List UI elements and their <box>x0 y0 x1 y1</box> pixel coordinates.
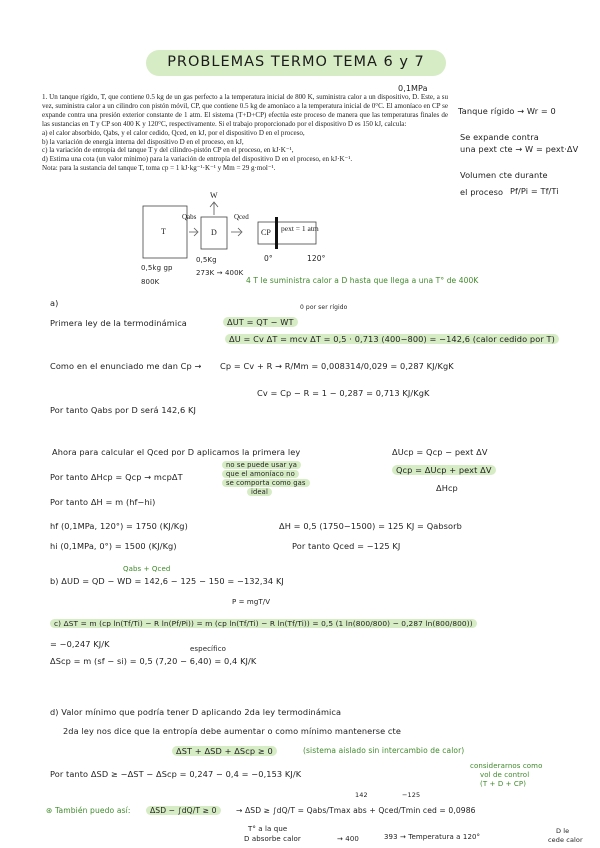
label-tank: T <box>161 227 166 236</box>
label-qabs: Qabs <box>182 213 197 221</box>
alt-bottom-4: 393 → Temperatura a 120° <box>384 833 481 841</box>
alt-bottom-3: → 400 <box>337 835 359 843</box>
alt-bottom-2: D absorbe calor <box>244 835 301 843</box>
a-qabs: Por tanto Qabs por D será 142,6 KJ <box>50 405 196 415</box>
label-cylinder: CP <box>261 228 271 237</box>
d-control-note-1: considerarnos como <box>470 762 543 770</box>
problem-part-b: b) la variación de energía interna del dispositivo D en el proceso, en kJ, <box>42 137 244 146</box>
label-pext: pext = 1 atm <box>281 224 319 233</box>
alt-top-qabs: 142 <box>355 791 368 799</box>
a-dh: Por tanto ΔH = m (hf−hi) <box>50 497 156 507</box>
note-volume-3: Pf/Pi = Tf/Ti <box>510 186 559 196</box>
b-internal-energy: b) ΔUD = QD − WD = 142,6 − 125 − 150 = −132,34 KJ <box>50 576 284 586</box>
d-inequality: ΔST + ΔSD + ΔScp ≥ 0 <box>172 746 277 756</box>
note-supply: 4 T le suministra calor a D hasta que llega a una T° de 400K <box>246 276 479 285</box>
c-tank-result: = −0,247 KJ/K <box>50 639 110 649</box>
alt-bottom-5: D le <box>556 827 570 835</box>
a-qced-intro: Ahora para calcular el Qced por D aplicamos la primera ley <box>52 447 301 457</box>
arrow-w <box>210 202 218 215</box>
pressure-note: 0,1MPa <box>398 84 428 93</box>
d-isolated-note: (sistema aislado sin intercambio de calor) <box>303 746 465 755</box>
label-qced: Qced <box>234 213 249 221</box>
d-intro: d) Valor mínimo que podría tener D aplicando 2da ley termodinámica <box>50 707 342 717</box>
a-nh3-note-1: no se puede usar ya <box>222 461 301 469</box>
tank-mass: 0,5kg gp <box>141 264 173 272</box>
a-rigid-note: 0 por ser rígido <box>300 304 348 311</box>
c-cp-entropy: ΔScp = m (sf − si) = 0,5 (7,20 − 6,40) = 0,4 KJ/K <box>50 656 257 666</box>
d-result: Por tanto ΔSD ≥ −ΔST − ΔScp = 0,247 − 0,4 = −0,153 KJ/K <box>50 769 302 779</box>
a-nh3-note-4: ideal <box>247 488 272 496</box>
label-work: W <box>210 191 218 200</box>
alt-top-qced: −125 <box>402 791 421 799</box>
problem-intro: 1. Un tanque rígido, T, que contiene 0.5 kg de un gas perfecto a la temperatura inicial de 800 K, suministra calor a un dispositivo, D. Este, a su vez, suministra calor a un cilindro con pistón móvil, CP, que contiene 0.5 kg de amoníaco a la temperatura inicial de 0°C. El amoníaco en CP se expande contra una presión exterior constante de 1 atm. El sistema (T+D+CP) efectúa este proceso de manera que las temperaturas finales de las sustancias en T y CP son 400 K y 120°C, respectivamente. Si el trabajo proporcionado por el dispositivo D es 150 kJ, calcula: <box>42 93 448 128</box>
a-nh3-note-3: se comporta como gas <box>222 479 310 487</box>
a-first-law: Primera ley de la termodinámica <box>50 318 187 328</box>
note-volume-1: Volumen cte durante <box>460 170 548 180</box>
a-qced-result: Por tanto Qced = −125 KJ <box>292 541 401 551</box>
a-cp-eq: Cp = Cv + R → R/Mm = 0,008314/0,029 = 0,287 KJ/KgK <box>220 361 454 371</box>
a-hf: hf (0,1MPa, 120°) = 1750 (KJ/Kg) <box>50 521 188 531</box>
d-second-law: 2da ley nos dice que la entropía debe aumentar o como mínimo mantenerse cte <box>63 726 401 736</box>
part-a-label: a) <box>50 298 59 308</box>
a-qcp: Qcp = ΔUcp + pext ΔV <box>392 465 496 475</box>
c-specific-note: específico <box>190 645 227 653</box>
tank-temp: 800K <box>141 278 160 286</box>
c-tank-entropy: c) ΔST = m (cp ln(Tf/Ti) − R ln(Pf/Pi)) = m (cp ln(Tf/Ti) − R ln(Tf/Ti)) = 0,5 (1 ln(800/800) − 0,287 ln(800/800)) <box>50 619 477 628</box>
piston <box>275 217 278 249</box>
d-control-note-2: vol de control <box>480 771 530 779</box>
arrow-qced <box>231 228 242 236</box>
cp-final-temp: 120° <box>307 254 326 263</box>
d-control-note-3: (T + D + CP) <box>480 780 527 788</box>
problem-part-d: d) Estima una cota (un valor mínimo) para la variación de entropía del dispositivo D en el proceso, en kJ·K⁻¹. <box>42 155 353 164</box>
alt-bottom-1: T° a la que <box>248 825 288 833</box>
a-qcp-sub: ΔHcp <box>436 483 458 493</box>
alt-integral: → ΔSD ≥ ∫dQ/T = Qabs/Tmax abs + Qced/Tmin ced = 0,0986 <box>236 806 476 815</box>
page-title: PROBLEMAS TERMO TEMA 6 y 7 <box>167 54 425 70</box>
c-pressure-note: P = mgT/V <box>232 598 271 606</box>
cp-initial-temp: 0° <box>264 254 273 263</box>
a-nh3-note-2: que el amoníaco no <box>222 470 299 478</box>
note-volume-2: el proceso <box>460 187 504 197</box>
label-device: D <box>211 228 217 237</box>
a-dhcp: Por tanto ΔHcp = Qcp → mcpΔT <box>50 472 183 482</box>
alt-inequality: ΔSD − ∫dQ/T ≥ 0 <box>146 806 221 815</box>
note-expand-1: Se expande contra <box>460 132 539 142</box>
device-mass: 0,5Kg <box>196 256 217 264</box>
note-rigid-tank: Tanque rígido → Wr = 0 <box>458 106 556 116</box>
alt-intro: ⊛ También puedo así: <box>46 806 131 815</box>
note-expand-2: una pext cte → W = pext·ΔV <box>460 144 579 154</box>
problem-part-a: a) el calor absorbido, Qabs, y el calor cedido, Qced, en kJ, por el dispositivo D en el proceso, <box>42 128 305 137</box>
alt-bottom-6: cede calor <box>548 836 583 844</box>
device-temp: 273K → 400K <box>196 269 244 277</box>
a-cv-eq: Cv = Cp − R = 1 − 0,287 = 0,713 KJ/KgK <box>257 388 430 398</box>
problem-part-c: c) la variación de entropía del tanque T y del cilindro-pistón CP en el proceso, en kJ·K⁻¹, <box>42 146 294 155</box>
b-note: Qabs + Qced <box>123 565 171 573</box>
arrow-qabs <box>189 228 198 236</box>
a-energy-eq: ΔUT = QT − WT <box>223 317 298 327</box>
a-dh-value: ΔH = 0,5 (1750−1500) = 125 KJ = Qabsorb <box>279 521 462 531</box>
problem-note: Nota: para la sustancia del tanque T, toma cp = 1 kJ·kg⁻¹·K⁻¹ y Mm = 29 g·mol⁻¹. <box>42 164 276 173</box>
a-cp-text: Como en el enunciado me dan Cp → <box>50 361 202 371</box>
a-du-highlight: ΔU = Cv ΔT = mcv ΔT = 0,5 · 0,713 (400−800) = −142,6 (calor cedido por T) <box>225 334 559 344</box>
a-hi: hi (0,1MPa, 0°) = 1500 (KJ/Kg) <box>50 541 177 551</box>
a-internal-energy <box>225 334 559 344</box>
a-ducp: ΔUcp = Qcp − pext ΔV <box>392 447 488 457</box>
